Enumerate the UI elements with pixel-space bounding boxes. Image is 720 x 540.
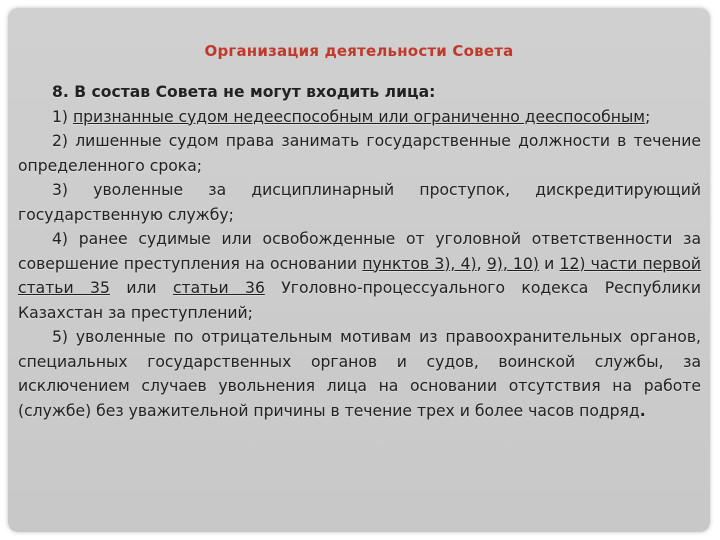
slide-content (18, 80, 701, 423)
legal-reference-link[interactable]: 9), 10) (486, 254, 539, 273)
slide-title: Организация деятельности Совета (204, 42, 514, 60)
list-item (18, 129, 701, 178)
list-item (18, 227, 701, 325)
list-item-text: , (476, 254, 487, 273)
slide (8, 8, 710, 532)
list-item-text: 5) уволенные по отрицательным мотивам из правоохранительных органов, специальных государственных органов и судов, воинской службы, за исключением случаев увольнения лица на основании отсутствия на работе (службе) без уважительной причины в течение трех и более часов подряд (18, 328, 701, 420)
list-item-text: ; (645, 107, 651, 126)
restriction-list (18, 105, 701, 424)
list-item-text: . (639, 401, 646, 420)
list-item-text: Уголовно-процессуального кодекса Республики Казахстан за преступлений; (18, 279, 701, 322)
list-item-text: 4) ранее судимые или освобожденные от уголовной ответственности за совершение преступления на основании (18, 230, 701, 273)
list-item-text: 2) лишенные судом права занимать государственные должности в течение определенного срока; (18, 132, 701, 175)
list-item (18, 105, 701, 130)
list-item-text: 1) (52, 107, 73, 126)
legal-reference-link[interactable]: 12) части первой статьи 35 (18, 254, 702, 297)
legal-reference-link[interactable]: пунктов 3), 4) (362, 254, 477, 273)
list-item (18, 325, 701, 423)
list-item-text: 3) уволенные за дисциплинарный проступок, дискредитирующий государственную службу; (18, 181, 701, 224)
list-item (18, 178, 701, 227)
list-heading: 8. В состав Совета не могут входить лица: (52, 83, 436, 101)
list-item-text: или (109, 279, 173, 297)
legal-reference-link[interactable]: статьи 36 (172, 279, 265, 297)
list-item-text: и (538, 254, 560, 273)
legal-reference-link[interactable]: признанные судом недееспособным или ограниченно дееспособным (72, 107, 646, 126)
